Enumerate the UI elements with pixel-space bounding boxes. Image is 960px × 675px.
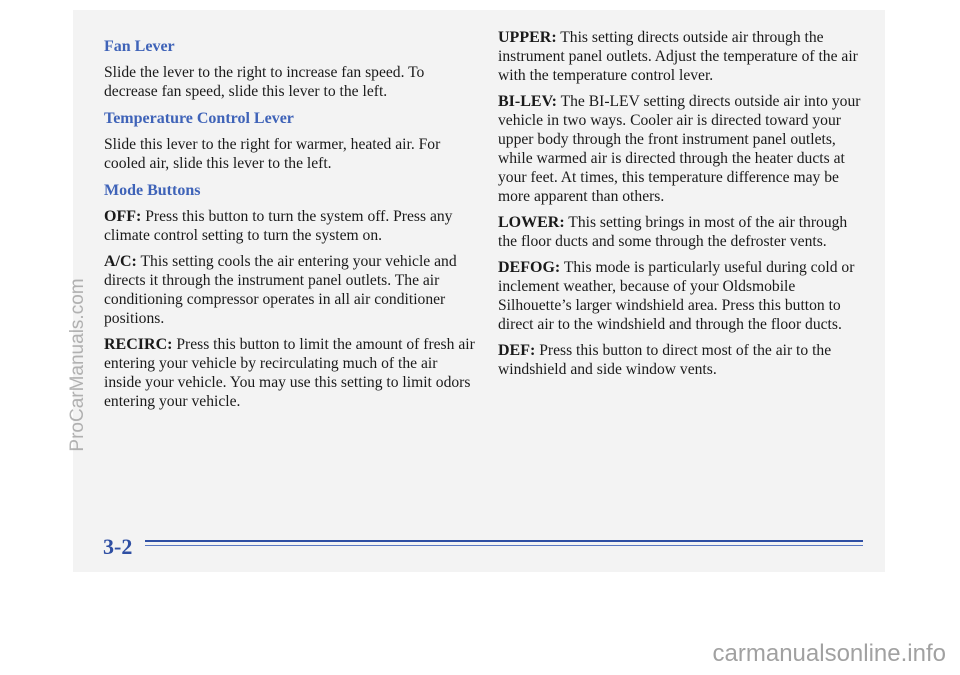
bilev-paragraph [498, 92, 868, 206]
recirc-term: RECIRC: [104, 336, 173, 353]
temperature-lever-heading: Temperature Control Lever [104, 110, 294, 127]
def-paragraph [498, 341, 868, 379]
lower-term: LOWER: [498, 214, 565, 231]
off-text: Press this button to turn the system off. Press any climate control setting to turn the system on. [104, 208, 453, 244]
recirc-paragraph [104, 335, 476, 411]
bottom-watermark: carmanualsonline.info [712, 640, 946, 667]
defog-paragraph [498, 258, 868, 334]
recirc-text: Press this button to limit the amount of fresh air entering your vehicle by recirculating much of the air inside your vehicle. You may use this setting to limit odors entering your vehicle. [104, 336, 475, 410]
ac-term: A/C: [104, 253, 137, 270]
left-column [104, 28, 476, 418]
upper-text: This setting directs outside air through the instrument panel outlets. Adjust the temperature of the air with the temperature control lever. [498, 29, 858, 84]
footer-rule-thin [145, 545, 863, 546]
off-term: OFF: [104, 208, 142, 225]
defog-term: DEFOG: [498, 259, 561, 276]
fan-lever-text: Slide the lever to the right to increase fan speed. To decrease fan speed, slide this lever to the left. [104, 64, 425, 100]
lower-paragraph [498, 213, 868, 251]
defog-text: This mode is particularly useful during cold or inclement weather, because of your Oldsmobile Silhouette’s larger windshield area. Press this button to direct air to the windshield and through the floor ducts. [498, 259, 855, 333]
footer-rule [145, 540, 863, 542]
upper-paragraph [498, 28, 868, 85]
bilev-text: The BI-LEV setting directs outside air into your vehicle in two ways. Cooler air is directed toward your upper body through the front instrument panel outlets, while warmed air is directed through the heater ducts at your feet. At times, this temperature difference may be more apparent than others. [498, 93, 861, 205]
bilev-term: BI-LEV: [498, 93, 557, 110]
off-paragraph [104, 207, 476, 245]
ac-text: This setting cools the air entering your vehicle and directs it through the instrument panel outlets. The air conditioning compressor operates in all air conditioner positions. [104, 253, 457, 327]
page-number: 3-2 [103, 534, 133, 559]
right-column [498, 28, 868, 386]
mode-buttons-heading: Mode Buttons [104, 182, 201, 199]
def-text: Press this button to direct most of the air to the windshield and side window vents. [498, 342, 832, 378]
ac-paragraph [104, 252, 476, 328]
temperature-lever-text: Slide this lever to the right for warmer, heated air. For cooled air, slide this lever to the left. [104, 136, 441, 172]
side-watermark: ProCarManuals.com [67, 278, 88, 452]
lower-text: This setting brings in most of the air through the floor ducts and some through the defroster vents. [498, 214, 848, 250]
upper-term: UPPER: [498, 29, 557, 46]
def-term: DEF: [498, 342, 536, 359]
fan-lever-heading: Fan Lever [104, 38, 175, 55]
